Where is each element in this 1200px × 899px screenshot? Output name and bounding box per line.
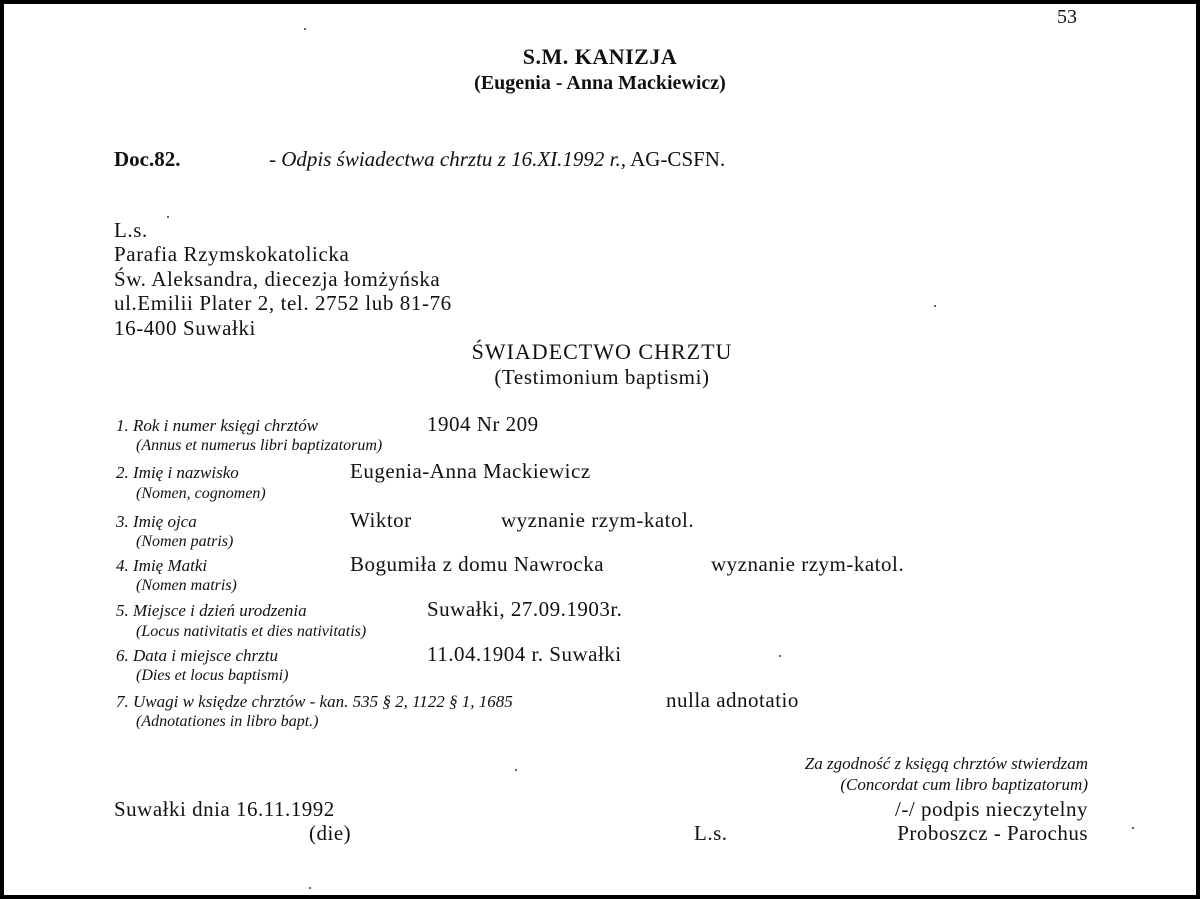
parish-line-1: Parafia Rzymskokatolicka [114, 242, 350, 266]
item-latin: (Nomen patris) [136, 533, 234, 550]
scan-speck [304, 28, 306, 30]
conformity-latin: (Concordat cum libro baptizatorum) [840, 775, 1088, 794]
pastor-role: Proboszcz - Parochus [897, 821, 1088, 845]
scan-speck [934, 305, 936, 307]
item-label: 2. Imię i nazwisko [116, 463, 239, 482]
doc-description [269, 147, 725, 172]
item-latin: (Annus et numerus libri baptizatorum) [136, 437, 383, 454]
item-label: 3. Imię ojca [116, 512, 197, 531]
doc-source-text: AG-CSFN. [630, 147, 726, 171]
item-label: 4. Imię Matki [116, 556, 208, 575]
certificate-title: ŚWIADECTWO CHRZTU [471, 339, 733, 364]
page-number: 53 [1057, 6, 1077, 28]
parish-line-3: ul.Emilii Plater 2, tel. 2752 lub 81-76 [114, 291, 452, 315]
parish-ls: L.s. [114, 218, 148, 242]
parish-line-4: 16-400 Suwałki [114, 316, 256, 340]
item-latin: (Nomen matris) [136, 577, 237, 594]
certificate-subtitle: (Testimonium baptismi) [494, 365, 710, 389]
scan-speck [167, 216, 169, 218]
item-value: 11.04.1904 r. Suwałki [427, 642, 622, 666]
item-extra: wyznanie rzym-katol. [501, 508, 695, 532]
item-label: 6. Data i miejsce chrztu [116, 646, 278, 665]
item-latin: (Locus nativitatis et dies nativitatis) [136, 623, 367, 640]
scan-speck [1132, 827, 1134, 829]
item-latin: (Adnotationes in libro bapt.) [136, 713, 319, 730]
doc-desc-italic: Odpis świadectwa chrztu z 16.XI.1992 r., [281, 147, 627, 171]
item-latin: (Nomen, cognomen) [136, 485, 266, 502]
scan-speck [779, 655, 781, 657]
item-label: 5. Miejsce i dzień urodzenia [116, 601, 307, 620]
item-extra: wyznanie rzym-katol. [711, 552, 905, 576]
doc-dash: - [269, 147, 276, 171]
item-label: 1. Rok i numer księgi chrztów [116, 416, 319, 435]
signature-ls: L.s. [694, 821, 728, 845]
item-value: Suwałki, 27.09.1903r. [427, 597, 623, 621]
doc-ref: Doc.82. [114, 147, 181, 171]
item-value: Eugenia-Anna Mackiewicz [350, 459, 591, 483]
item-value: Bogumiła z domu Nawrocka [350, 552, 605, 576]
parish-line-2: Św. Aleksandra, diecezja łomżyńska [114, 267, 441, 291]
item-value: nulla adnotatio [666, 688, 799, 712]
item-latin: (Dies et locus baptismi) [136, 667, 289, 684]
signature: /-/ podpis nieczytelny [895, 797, 1088, 821]
conformity-statement: Za zgodność z księgą chrztów stwierdzam [804, 754, 1088, 773]
scan-speck [515, 769, 517, 771]
scan-speck [309, 887, 311, 889]
item-value: Wiktor [350, 508, 412, 532]
item-label: 7. Uwagi w księdze chrztów - kan. 535 § 2, 1122 § 1, 1685 [116, 692, 513, 711]
place-date: Suwałki dnia 16.11.1992 [114, 797, 335, 821]
die-label: (die) [309, 821, 352, 845]
document-subtitle: (Eugenia - Anna Mackiewicz) [474, 72, 726, 94]
document-title: S.M. KANIZJA [522, 44, 678, 69]
item-value: 1904 Nr 209 [427, 412, 539, 436]
